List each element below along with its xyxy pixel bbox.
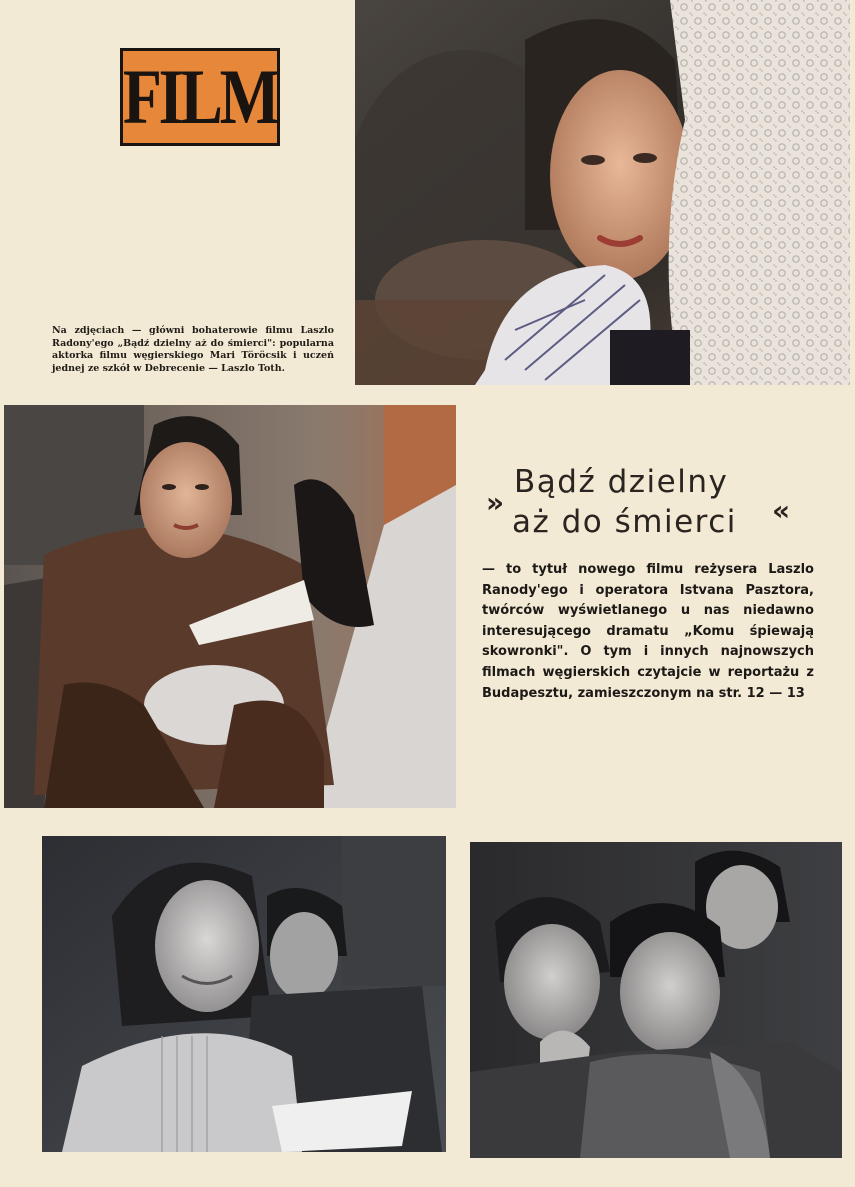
photo-caption: Na zdjęciach — główni bohaterowie filmu Laszlo Radony'ego „Bądź dzielny aż do śmierci": popularna aktorka filmu węgierskiego Mari Töröcsik i uczeń jednej ze szkół w Debrecenie — Laszlo Toth. (52, 325, 334, 374)
headline-line-2: aż do śmierci (512, 504, 737, 540)
photo-actress-with-fan (355, 0, 850, 385)
film-masthead (120, 48, 280, 146)
headline-line-1: Bądź dzielny (514, 464, 729, 500)
photo-three-boys (470, 842, 842, 1158)
headline-quote-open: » (486, 486, 505, 519)
article-lead: — to tytuł nowego filmu reżysera Laszlo Ranody'ego i operatora Istvana Pasztora, twórców wyświetlanego u nas niedawno interesującego dramatu „Komu śpiewają skowronki". O tym i innych najnowszych filmach węgierskich czytajcie w reportażu z Budapesztu, zamieszczonym na str. 12 — 13 (482, 562, 814, 701)
masthead-title: FILM (123, 53, 277, 140)
photo-girl-and-boy-reading (42, 836, 446, 1152)
photo-boy-reading-letter (4, 405, 456, 808)
article-headline (478, 462, 818, 542)
headline-quote-close: « (772, 494, 791, 527)
